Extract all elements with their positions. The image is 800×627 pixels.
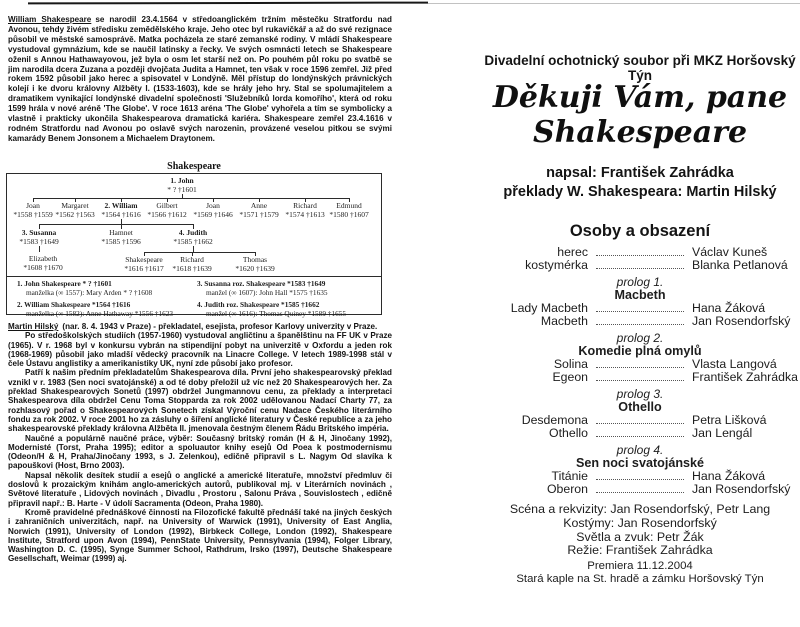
dotted-leader bbox=[596, 246, 684, 256]
tree-node: Gilbert *1566 †1612 bbox=[147, 201, 187, 219]
dotted-leader bbox=[596, 427, 684, 437]
tree-node: Richard *1618 †1639 bbox=[172, 255, 212, 273]
dotted-leader bbox=[596, 358, 684, 368]
tree-legend-right bbox=[197, 280, 379, 322]
cast-row: Oberon Jan Rosendorfský bbox=[546, 482, 791, 496]
hilsky-bio bbox=[8, 322, 392, 564]
prologue-label: prolog 1. bbox=[616, 275, 664, 289]
prologue-play: Macbeth bbox=[614, 288, 666, 302]
tree-legend-divider bbox=[7, 276, 381, 277]
prologue-group-1 bbox=[470, 276, 800, 328]
premiere-date: Premiera 11.12.2004 bbox=[587, 560, 693, 572]
cast-row: Lady Macbeth Hana Žáková bbox=[510, 301, 766, 315]
cast-list bbox=[470, 246, 800, 496]
tree-node: Shakespeare *1616 †1617 bbox=[124, 255, 164, 273]
scan-artifact-line-faint bbox=[428, 3, 800, 4]
play-title: Děkuji Vám, pane Shakespeare bbox=[492, 80, 788, 150]
tree-node: Margaret *1562 †1563 bbox=[55, 201, 95, 219]
prologue-group-3 bbox=[470, 388, 800, 440]
dotted-leader bbox=[596, 371, 684, 381]
tree-line bbox=[33, 198, 350, 199]
cast-row: kostymérka Blanka Petlanová bbox=[525, 258, 788, 272]
cast-row: Solina Vlasta Langová bbox=[553, 357, 777, 371]
hilsky-bio-intro: Martin Hilský (nar. 8. 4. 1943 v Praze) - překladatel, esejista, profesor Karlovy univerzity v Praze. bbox=[8, 322, 378, 331]
legend-item: 3. Susanna roz. Shakespeare *1583 †1649 manžel (∞ 1607): John Hall *1575 †1635 bbox=[197, 279, 328, 297]
dotted-leader bbox=[596, 259, 684, 269]
premiere-block bbox=[440, 560, 800, 586]
dotted-leader bbox=[596, 483, 684, 493]
author-block bbox=[440, 164, 800, 202]
shakespeare-bio-lead: William Shakespeare bbox=[8, 15, 92, 24]
prologue-group-2 bbox=[470, 332, 800, 384]
cast-heading: Osoby a obsazení bbox=[569, 222, 711, 240]
prologue-play: Othello bbox=[618, 400, 662, 414]
crew-line: Světla a zvuk: Petr Žák bbox=[576, 529, 704, 544]
tree-node-judith: 4. Judith *1585 †1662 bbox=[173, 228, 213, 246]
dotted-leader bbox=[596, 414, 684, 424]
shakespeare-bio-text: se narodil 23.4.1564 v středoanglickém tržním městečku Stratfordu nad Avonou, tehdy živém středisku zemědělského kraje. Jeho otec byl rukavičkář a až do své rezignace působil ve městské samosprávě. Matka pocházela ze staré zemanské rodiny. V mládí Shakespeare vystudoval gymnázium, kde se naučil latinsky a řecky. Ve svých osmnácti letech se Shakespeare oženil s Annou Hathawayovou, jež byla o osm let starší než on. Po pouhém půl roku po svatbě se jim narodila dcera Zuzana a později dvojčata Judita a Hamnet, ten však v roce 1596 zemřel. Již před rokem 1592 působil jako herec a spisovatel v Londýně. Měl přístup do londýnských právnických kolejí i ke dvoru královny Alžběty I. (1533-1603), kde se hrály jeho hry. Stal se spolumajitelem a dramatikem vynikající londýnské divadelní společnosti 'Služebníků lorda komořího', která od roku 1599 hrála v nové aréně 'The Globe'. V roce 1613 aréna 'The Globe' vyhořela a tím se symbolicky a vlastně i prakticky ukončila Shakespearova dramatická kariéra. Shakespeare zemřel 23.4.1616 v rodném Stratfordu nad Avonou po oslavě svých narozenin, provázené veselou pitkou se svými kamarády Benem Jonsonem a Michaelem Draytonem. bbox=[8, 15, 392, 143]
hilsky-paragraph: Napsal několik desítek studií a esejů o anglické a americké literatuře, množství předmluv či doslovů k prozaickým knihám anglo-amerických autorů, publikoval mj. v Literárních novinách , Světové literatuře , Lidových novinách , Divadlu , Prostoru , Salonu Práva , Souvislostech , edičně připravil např.: B. Harte - V údolí Sacramenta (Odeon, Praha 1980). bbox=[8, 470, 392, 508]
author-line: napsal: František Zahrádka bbox=[546, 165, 734, 181]
dotted-leader bbox=[596, 302, 684, 312]
prologue-play: Sen noci svatojánské bbox=[575, 456, 705, 470]
family-tree-title: Shakespeare bbox=[167, 161, 221, 172]
tree-line bbox=[144, 252, 255, 253]
prologue-group-4 bbox=[470, 444, 800, 496]
prologue-play: Komedie plná omylů bbox=[578, 344, 702, 358]
crew-line: Režie: František Zahrádka bbox=[567, 543, 713, 558]
tree-node-susanna: 3. Susanna *1583 †1649 bbox=[19, 228, 59, 246]
tree-node: Richard *1574 †1613 bbox=[285, 201, 325, 219]
dotted-leader bbox=[596, 315, 684, 325]
tree-node: Joan *1569 †1646 bbox=[193, 201, 233, 219]
tree-line bbox=[39, 224, 194, 225]
tree-node: Thomas *1620 †1639 bbox=[235, 255, 275, 273]
tree-node: Elizabeth *1608 †1670 bbox=[23, 254, 63, 272]
prologue-label: prolog 3. bbox=[616, 387, 664, 401]
prologue-label: prolog 4. bbox=[616, 443, 664, 457]
tree-legend-left bbox=[17, 280, 193, 322]
tree-node: Joan *1558 †1559 bbox=[13, 201, 53, 219]
legend-item: 4. Judith roz. Shakespeare *1585 †1662 manžel (∞ 1616): Thomas Quiney *1589 †1655 bbox=[197, 300, 347, 318]
tree-node-john: 1. John * ? †1601 bbox=[167, 176, 197, 194]
cast-row: Titánie Hana Žáková bbox=[551, 469, 766, 483]
cast-row: herec Václav Kuneš bbox=[557, 245, 768, 259]
premiere-venue: Stará kaple na St. hradě a zámku Horšovský Týn bbox=[516, 573, 764, 585]
hilsky-paragraph: Naučné a populárně naučné práce, výběr: Současný britský román (H & H, Jinočany 1992), Modernisté (Torst, Praha 1995); editor a spoluautor knihy esejů Od Poea k postmodernismu (Odeon/H & H, Praha/Jinočany 1993, s J. Zelenkou), edičně připravil s L. Nagym Od slavíka k papouškovi (Host, Brno 2003). bbox=[8, 433, 392, 471]
cast-row: Macbeth Jan Rosendorfský bbox=[540, 314, 791, 328]
tree-node: Anne *1571 †1579 bbox=[239, 201, 279, 219]
company-name: Divadelní ochotnický soubor při MKZ Horšovský Týn bbox=[484, 53, 796, 83]
tree-node-william: 2. William *1564 †1616 bbox=[101, 201, 141, 219]
translator-line: překlady W. Shakespeara: Martin Hilský bbox=[503, 184, 777, 200]
crew-line: Scéna a rekvizity: Jan Rosendorfský, Petr Lang bbox=[509, 502, 771, 516]
hilsky-paragraph: Po středoškolských studiích (1957-1960) vystudoval angličtinu a španělštinu na FF UK v Praze (1965). V r. 1968 byl v konkursu vybrán na stipendijní pobyt na univerzitě v Oxfordu a jeden rok (1968-1969) působil jako mladší vědecký pracovník na Linacre College. V letech 1989-1998 stál v čele Ústavu anglistiky a amerikanistiky UK, nyní zde působí jako profesor. bbox=[8, 331, 392, 369]
scan-artifact-line bbox=[28, 2, 428, 5]
dotted-leader bbox=[596, 470, 684, 480]
crew-block bbox=[440, 503, 800, 558]
legend-item: 1. John Shakespeare * ? †1601 manželka (∞ 1557): Mary Arden * ? †1608 bbox=[17, 279, 153, 297]
tree-node: Edmund *1580 †1607 bbox=[329, 201, 369, 219]
cast-row: Othello Jan Lengál bbox=[549, 426, 753, 440]
shakespeare-bio bbox=[8, 15, 392, 144]
prologue-label: prolog 2. bbox=[616, 331, 664, 345]
tree-node: Hamnet *1585 †1596 bbox=[101, 228, 141, 246]
family-tree bbox=[6, 173, 382, 318]
hilsky-paragraph: Kromě pravidelné přednáškové činnosti na Filozofické fakultě přednáší také na jiných českých i zahraničních univerzitách, např. na University of Warwick (1991), University of East Anglia, Norwich (1991), University of London (1992), Birbkeck College, London (1992), Shakespeare Institute, Stratford upon Avon (1994), PennState University, Pennsylvania (1994), Folger Library, Washington D. C. (1995), Synge Summer School, Rathdrum, Irsko (1997), Deutsche Shakespeare Gesellschaft, Weimar (1999) aj. bbox=[8, 507, 392, 564]
hilsky-bio-lead: Martin Hilský bbox=[8, 322, 59, 331]
legend-item: 2. William Shakespeare *1564 †1616 manželka (∞ 1582): Anne Hathaway *1556 †1623 bbox=[17, 300, 174, 318]
tree-line bbox=[39, 246, 40, 252]
cast-row: Egeon František Zahrádka bbox=[552, 370, 798, 384]
cast-row: Desdemona Petra Lišková bbox=[521, 413, 767, 427]
hilsky-paragraph: Patří k našim předním překladatelům Shakespearova díla. První jeho shakespearovský překlad vznikl v r. 1983 (Sen noci svatojánské) a od té doby přeložil už víc než 20 Shakespearových her. Za překlad Shakespearových Sonetů (1997) obdržel Jungmannovu cenu, za překlady a interpretaci Shakespearova díla obdržel Cenu Toma Stopparda za rok 2002 udělovanou Nadací Charty 77, za rozhlasový pořad o Shakespearových Sonetech získal Výroční cenu Nadace Českého literárního fondu za rok 2002. V roce 2001 ho za zásluhy o šíření anglické literatury v České republice a za jeho shakespearovské překlady královna Alžběta II. jmenovala čestným členem Řádu Britského impéria. bbox=[8, 368, 392, 434]
crew-line: Kostýmy: Jan Rosendorfský bbox=[563, 515, 717, 530]
